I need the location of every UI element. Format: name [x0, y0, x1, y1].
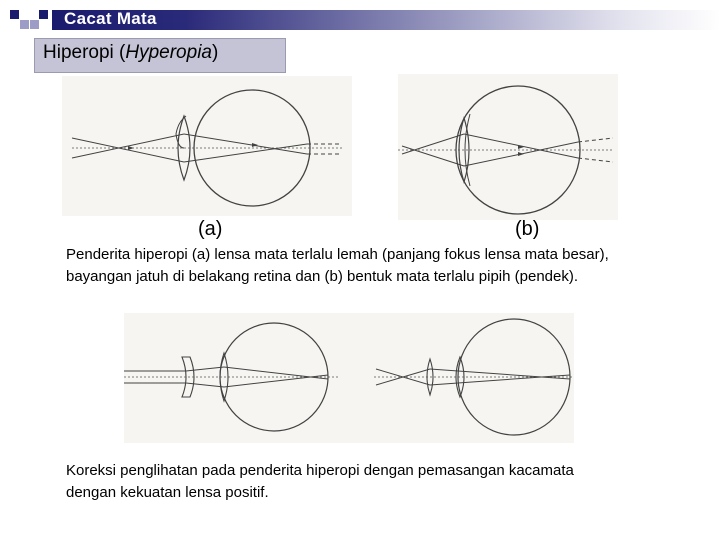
subtitle	[43, 42, 218, 64]
decor-square	[20, 20, 29, 29]
decor-square	[30, 20, 39, 29]
subtitle-text-end: )	[211, 42, 219, 63]
caption-correction: Koreksi penglihatan pada penderita hiperopi dengan pemasangan kacamata dengan kekuatan lensa positif.	[66, 462, 574, 501]
figure-a-label: (a)	[198, 218, 223, 240]
correction-eye-diagram	[124, 313, 574, 443]
subtitle-text: Hiperopi (	[43, 42, 126, 63]
figure-b-eye-diagram	[398, 74, 618, 220]
decor-square	[39, 10, 48, 19]
figure-b-label: (b)	[515, 218, 540, 240]
subtitle-italic: Hyperopia	[125, 42, 212, 63]
caption-hyperopia: Penderita hiperopi (a) lensa mata terlalu lemah (panjang fokus lensa mata besar), bayangan jatuh di belakang retina dan (b) bentuk mata terlalu pipih (pendek).	[66, 246, 609, 285]
figure-a-eye-diagram	[62, 76, 352, 216]
slide-title: Cacat Mata	[64, 9, 157, 28]
decor-square	[10, 10, 19, 19]
